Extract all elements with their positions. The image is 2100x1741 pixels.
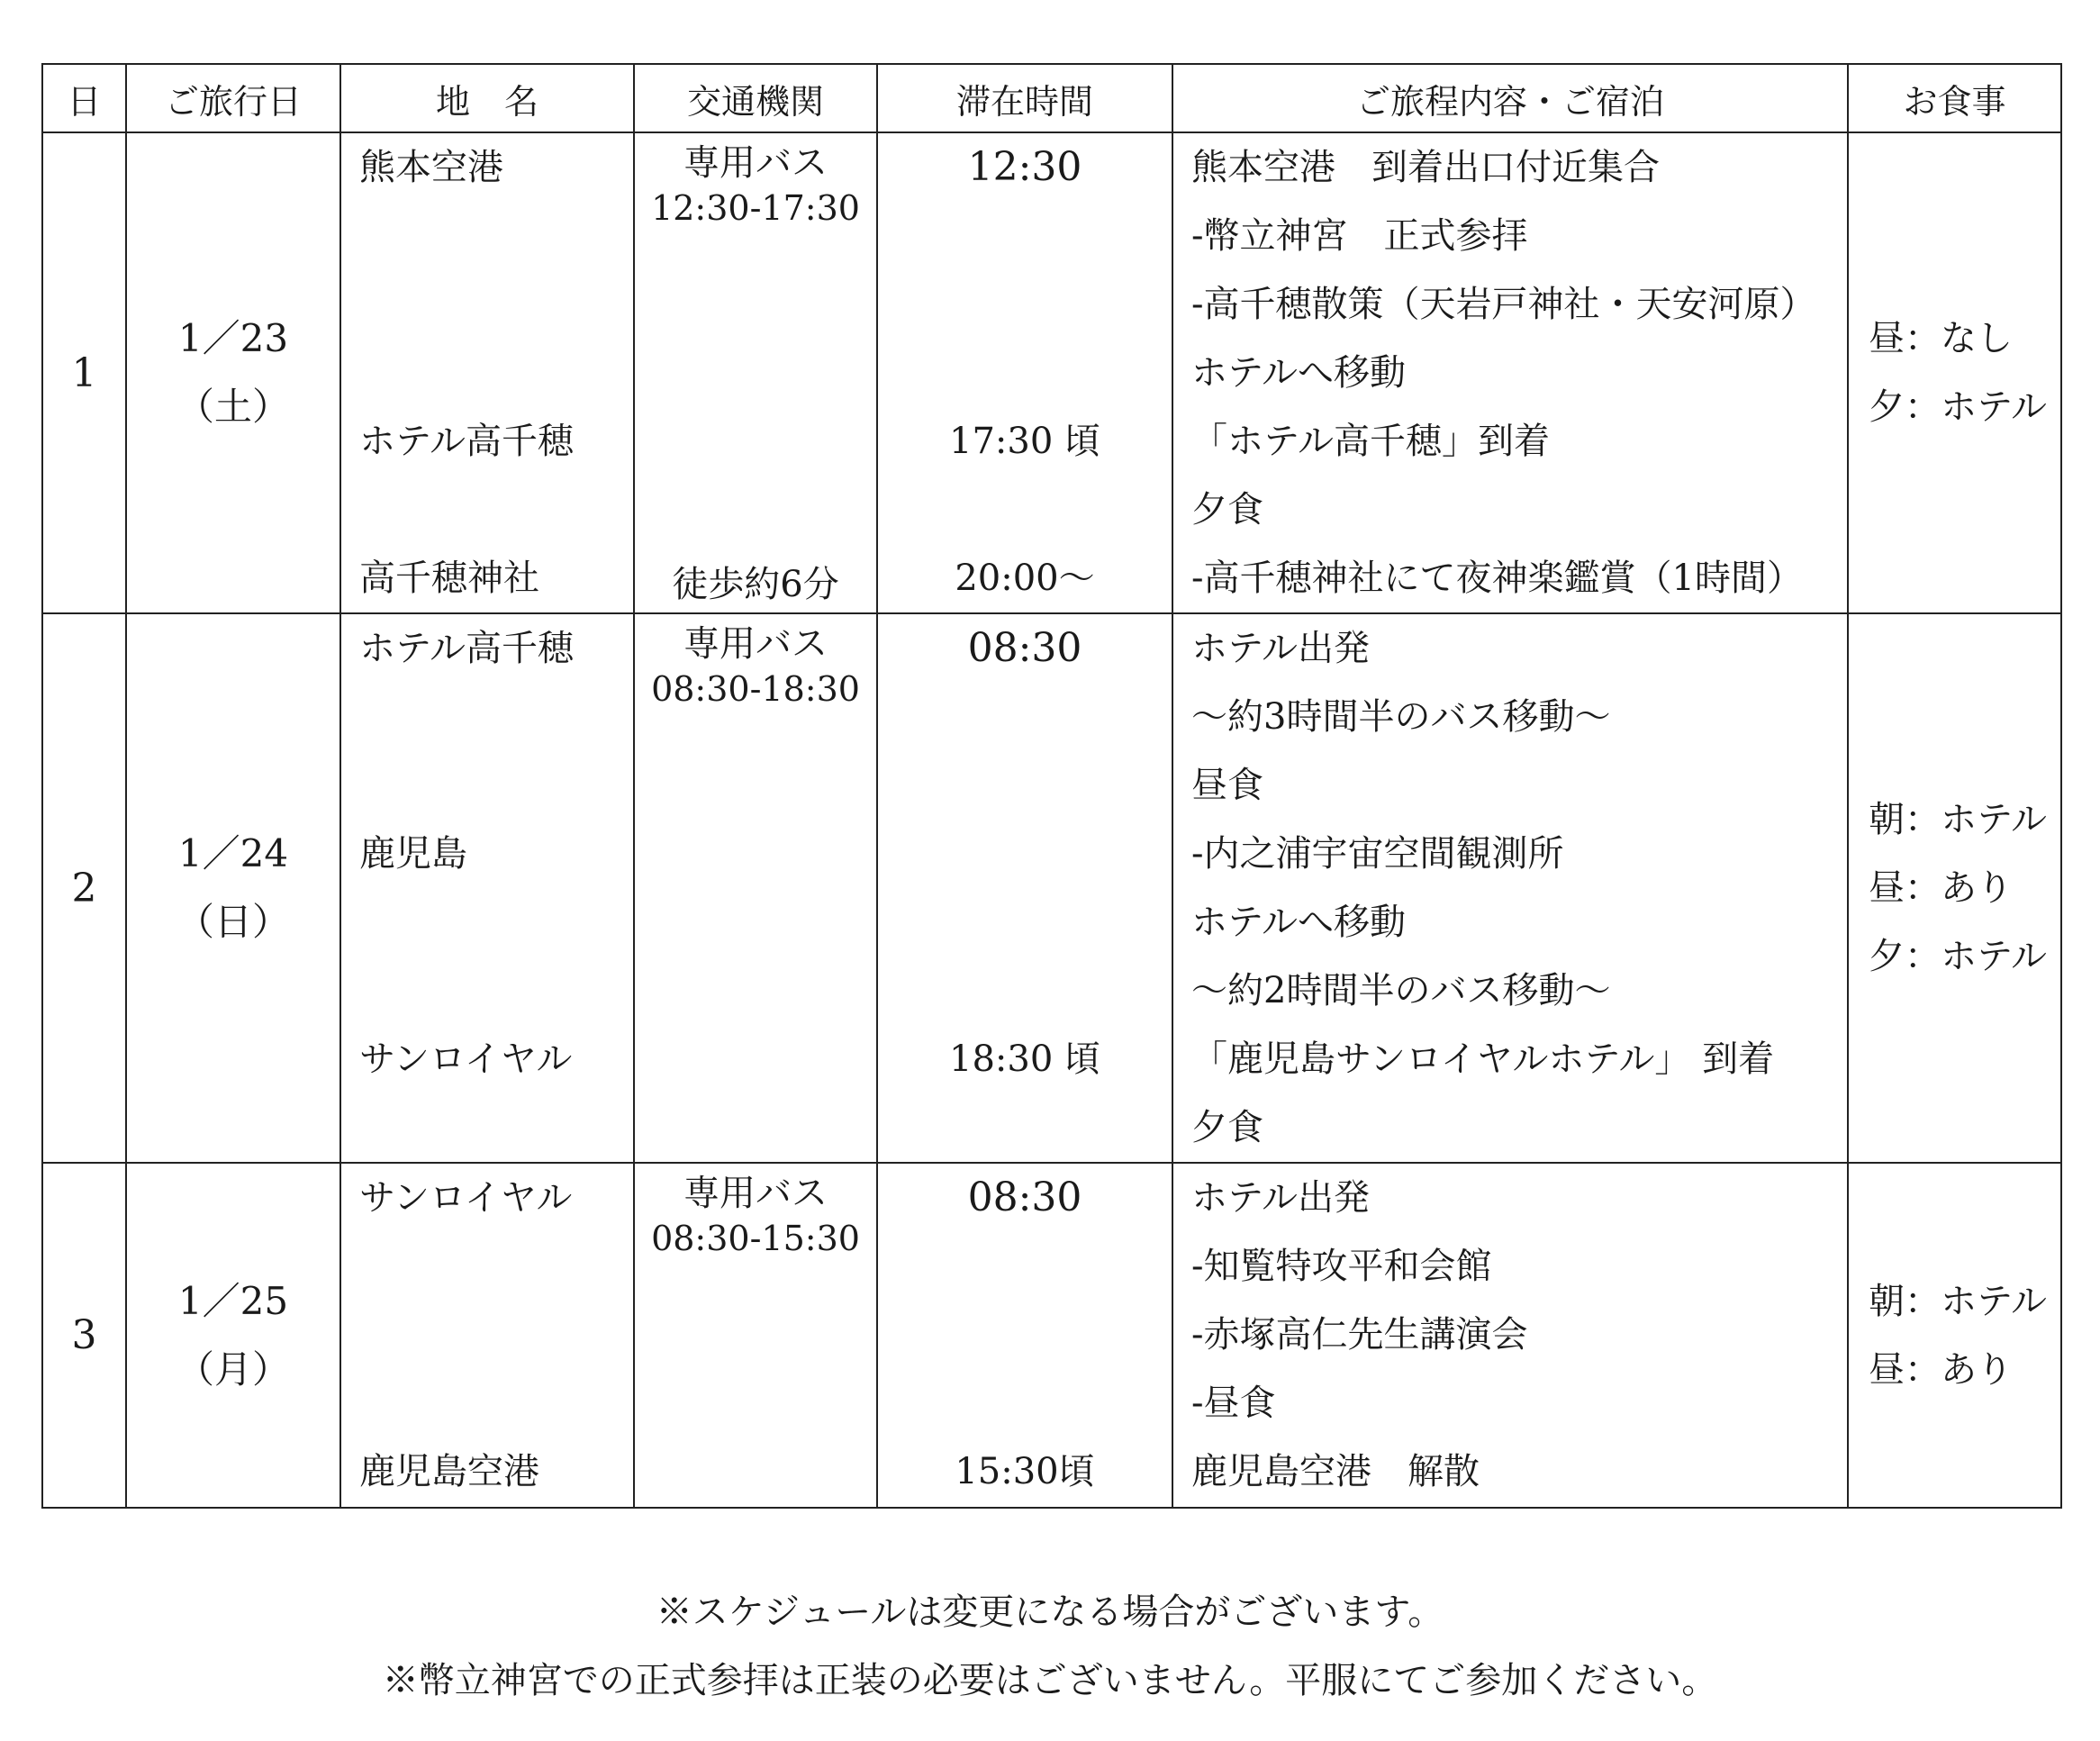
time-item: 17:30 頃 — [949, 421, 1100, 462]
itinerary-item: 「鹿児島サンロイヤルホテル」 到着 — [1191, 1038, 1775, 1080]
day-number: 2 — [42, 613, 126, 1163]
transport-mode: 専用バス — [683, 623, 828, 665]
time-item — [878, 751, 1172, 820]
meals-cell — [1848, 132, 2061, 613]
itinerary-cell — [1172, 613, 1848, 1163]
day-row-3 — [42, 1163, 2061, 1508]
itinerary-item: -幣立神宮 正式参拝 — [1191, 215, 1528, 257]
transport-hours: 08:30-18:30 — [651, 669, 860, 709]
note-line: ※幣立神宮での正式参拝は正装の必要はございません。平服にてご参加ください。 — [382, 1660, 1718, 1701]
place-item — [359, 270, 633, 339]
transport-hours: 08:30-15:30 — [651, 1219, 860, 1258]
place-item — [359, 339, 633, 407]
transport-mode: 専用バス — [683, 1173, 828, 1214]
time-item: 12:30 — [967, 144, 1082, 190]
date-text: 1／23 — [177, 316, 289, 360]
meal-item: 夕：ホテル — [1869, 936, 2047, 977]
day-row-1 — [42, 132, 2061, 613]
place-item: サンロイヤル — [359, 1177, 573, 1219]
date-text: 1／24 — [177, 831, 289, 875]
meal-item: 昼：あり — [1869, 1348, 2013, 1391]
itinerary-item: -高千穂散策（天岩戸神社・天安河原） — [1191, 284, 1816, 325]
itinerary-item: -昼食 — [1191, 1383, 1276, 1424]
transport-hours: 12:30-17:30 — [651, 188, 860, 228]
time-item — [878, 888, 1172, 957]
time-item — [878, 1232, 1172, 1301]
time-cell — [877, 613, 1172, 1163]
itinerary-item: 「ホテル高千穂」到着 — [1191, 421, 1550, 462]
place-item — [359, 683, 633, 751]
time-item — [878, 339, 1172, 407]
transport-cell — [634, 613, 877, 1163]
meal-item: 昼：なし — [1869, 318, 2013, 359]
transport-cell — [634, 132, 877, 613]
place-item — [359, 957, 633, 1025]
place-item — [359, 1232, 633, 1301]
header-day: 日 — [42, 64, 126, 132]
itinerary-item: 夕食 — [1191, 489, 1263, 530]
place-item: サンロイヤル — [359, 1038, 573, 1080]
place-item: 鹿児島 — [359, 833, 467, 875]
itinerary-item: -知覧特攻平和会館 — [1191, 1246, 1492, 1287]
place-item — [359, 751, 633, 820]
day-row-2 — [42, 613, 2061, 1163]
time-item — [878, 1301, 1172, 1369]
header-place: 地 名 — [340, 64, 634, 132]
place-item: 熊本空港 — [359, 147, 503, 188]
place-cell — [340, 1163, 634, 1508]
itinerary-table — [41, 63, 2062, 1509]
itinerary-item: 熊本空港 到着出口付近集合 — [1191, 147, 1660, 188]
time-item: 08:30 — [967, 625, 1082, 671]
itinerary-item: ホテル出発 — [1191, 1177, 1370, 1219]
weekday-text: （土） — [176, 385, 290, 429]
header-time: 滞在時間 — [877, 64, 1172, 132]
time-item: 15:30頃 — [955, 1451, 1095, 1492]
weekday-text: （月） — [176, 1347, 290, 1392]
place-item — [359, 1369, 633, 1437]
meals-cell — [1848, 613, 2061, 1163]
itinerary-item: -内之浦宇宙空間観測所 — [1191, 833, 1564, 875]
itinerary-item: ～約3時間半のバス移動～ — [1191, 696, 1611, 738]
transport-cell — [634, 1163, 877, 1508]
travel-date — [126, 132, 340, 613]
itinerary-item: -赤塚高仁先生講演会 — [1191, 1314, 1528, 1356]
time-cell — [877, 132, 1172, 613]
place-item — [359, 1301, 633, 1369]
schedule-notes — [0, 1578, 2100, 1715]
header-itinerary: ご旅程内容・ご宿泊 — [1172, 64, 1848, 132]
meal-item: 昼：あり — [1869, 867, 2013, 909]
weekday-text: （日） — [176, 900, 290, 944]
itinerary-item: ホテルへ移動 — [1191, 352, 1406, 394]
transport-mode: 専用バス — [683, 142, 828, 184]
time-item — [878, 476, 1172, 544]
time-cell — [877, 1163, 1172, 1508]
meal-item: 夕：ホテル — [1869, 386, 2047, 428]
place-cell — [340, 132, 634, 613]
time-item — [878, 683, 1172, 751]
itinerary-item: ホテル出発 — [1191, 628, 1370, 669]
itinerary-item: 昼食 — [1191, 765, 1263, 806]
itinerary-cell — [1172, 132, 1848, 613]
place-item — [359, 888, 633, 957]
time-item — [878, 820, 1172, 888]
itinerary-cell — [1172, 1163, 1848, 1508]
date-text: 1／25 — [177, 1278, 289, 1323]
time-item: 20:00～ — [955, 558, 1095, 599]
transport-mode: 徒歩約6分 — [672, 564, 839, 605]
itinerary-item: 夕食 — [1191, 1107, 1263, 1148]
time-item — [878, 202, 1172, 270]
place-item — [359, 1093, 633, 1162]
place-item: 鹿児島空港 — [359, 1451, 539, 1492]
header-transport: 交通機関 — [634, 64, 877, 132]
day-number: 3 — [42, 1163, 126, 1508]
place-item — [359, 476, 633, 544]
itinerary-item: ～約2時間半のバス移動～ — [1191, 970, 1611, 1011]
meal-item: 朝：ホテル — [1869, 799, 2047, 840]
itinerary-item: ホテルへ移動 — [1191, 902, 1406, 943]
meals-cell — [1848, 1163, 2061, 1508]
itinerary-item: 鹿児島空港 解散 — [1191, 1451, 1480, 1492]
itinerary-item: -高千穂神社にて夜神楽鑑賞（1時間） — [1191, 558, 1803, 599]
place-cell — [340, 613, 634, 1163]
header-meals: お食事 — [1848, 64, 2061, 132]
time-item — [878, 1093, 1172, 1162]
time-item: 18:30 頃 — [949, 1038, 1100, 1080]
header-date: ご旅行日 — [126, 64, 340, 132]
time-item — [878, 1369, 1172, 1437]
time-item — [878, 957, 1172, 1025]
header-row — [42, 64, 2061, 132]
day-number: 1 — [42, 132, 126, 613]
meal-item: 朝：ホテル — [1869, 1280, 2047, 1322]
travel-date — [126, 613, 340, 1163]
place-item: ホテル高千穂 — [359, 628, 574, 669]
note-line: ※スケジュールは変更になる場合がございます。 — [656, 1591, 1444, 1633]
travel-date — [126, 1163, 340, 1508]
time-item — [878, 270, 1172, 339]
place-item — [359, 202, 633, 270]
time-item: 08:30 — [967, 1174, 1082, 1220]
place-item: 高千穂神社 — [359, 558, 539, 599]
place-item: ホテル高千穂 — [359, 421, 574, 462]
